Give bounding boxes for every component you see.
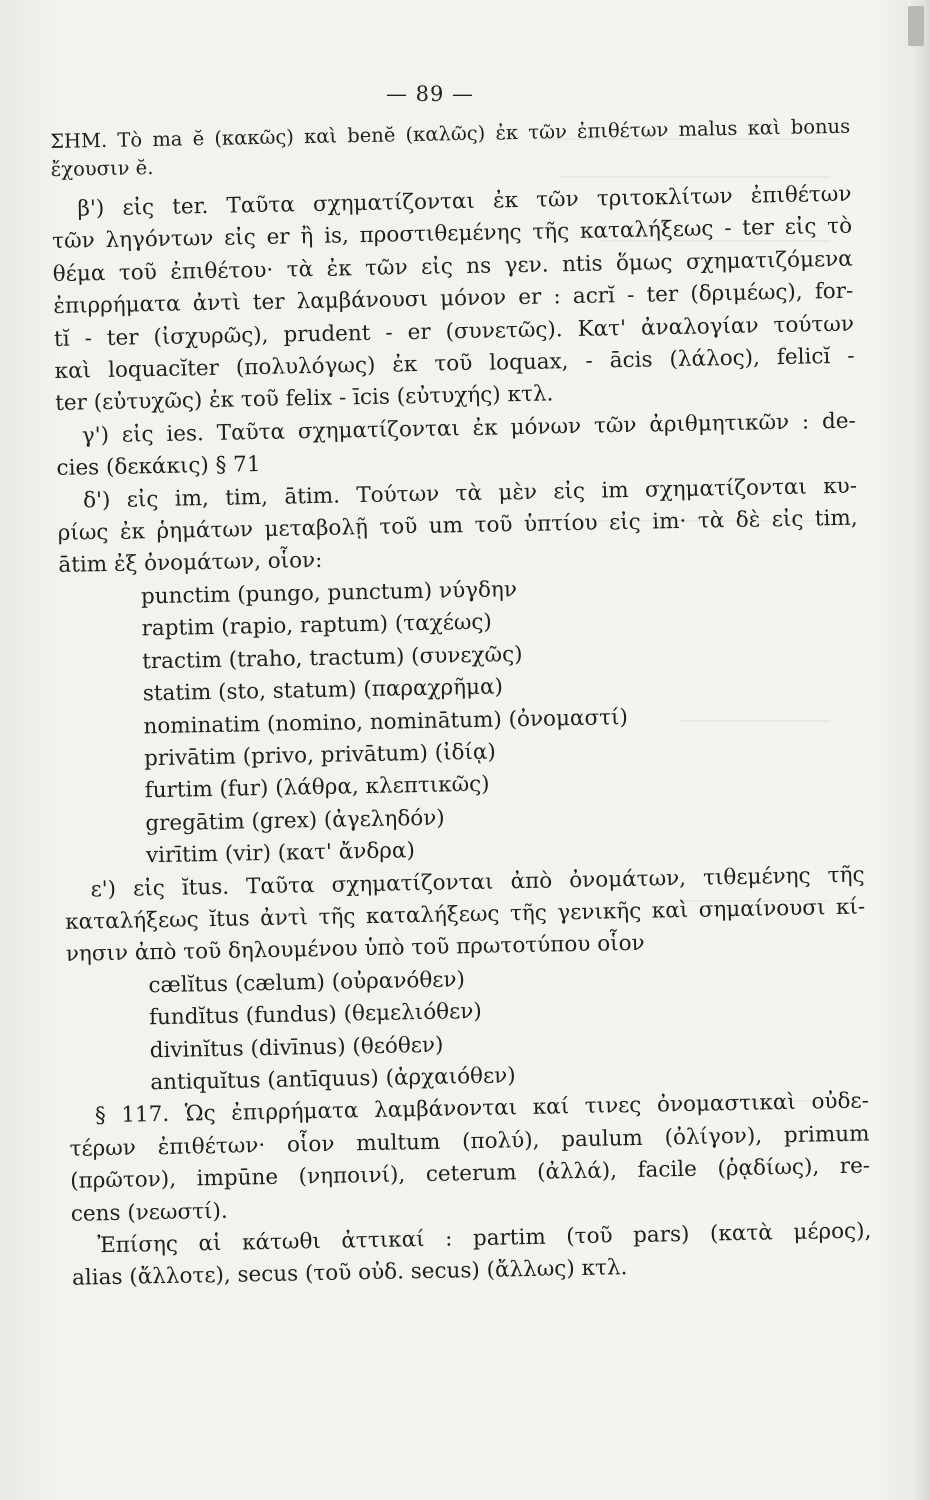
section-beta [51, 179, 855, 421]
text-line: δ') εἰς im, tim, ātim. Τούτων τὰ μὲν εἰς im σχηματίζονται κυ- [82, 473, 858, 514]
example-item: virītim (vir) (κατ' ἄνδρα) [145, 838, 416, 869]
text-line: tĭ - ter (ἰσχυρῶς), prudent - er (συνετῶς). Κατ' ἀναλογίαν τούτων [53, 311, 855, 352]
text-line: θέμα τοῦ ἐπιθέτου· τὰ ἐκ τῶν εἰς ns γεν. ntis ὅμως σχηματιζόμενα [52, 246, 853, 287]
example-item: statim (sto, statum) (παραχρῆμα) [142, 674, 504, 707]
note-line-2: ἔχουσιν ĕ. [50, 156, 154, 181]
example-item: privātim (privo, privātum) (ἰδίᾳ) [143, 739, 497, 772]
text-line: ātim ἐξ ὀνομάτων, οἷον: [58, 548, 323, 579]
section-epsilon [64, 859, 868, 1101]
footnote-block [50, 113, 851, 184]
example-item: raptim (rapio, raptum) (ταχέως) [141, 609, 493, 642]
text-line: (πρῶτον), impūne (νηποινί), ceterum (ἀλλά), facile (ῥᾳδίως), re- [69, 1153, 871, 1194]
example-item: tractim (traho, tractum) (συνεχῶς) [142, 641, 523, 675]
page-number: — 89 — [385, 82, 475, 106]
text-line: § 117. Ὡς ἐπιρρήματα λαμβάνονται καί τινες ὀνομαστικαὶ οὐδε- [94, 1088, 870, 1129]
example-list-itus [66, 956, 868, 1101]
example-list-im [59, 567, 864, 874]
section-delta [57, 470, 864, 874]
text-line: καταλήξεως ĭtus ἀντὶ τῆς καταλήξεως τῆς γενικῆς καὶ σημαίνουσι κί- [65, 894, 866, 935]
example-item: cælĭtus (cælum) (οὐρανόθεν) [148, 966, 466, 999]
text-line: cies (δεκάκις) § 71 [56, 452, 261, 482]
page-body [50, 113, 872, 1296]
text-line: Ἐπίσης αἱ κάτωθι ἀττικαί : partim (τοῦ pars) (κατὰ μέρος), [97, 1218, 872, 1259]
note-line-1: ΣΗΜ. Τὸ ma ĕ (κακῶς) καὶ benĕ (καλῶς) ἐκ τῶν ἐπιθέτων malus καὶ bonus [50, 114, 851, 153]
text-line: τῶν ληγόντων εἰς er ἢ is, προστιθεμένης τῆς καταλήξεως - ter εἰς τὸ [51, 214, 853, 255]
example-item: nominatim (nomino, nominātum) (ὀνομαστί) [143, 704, 629, 739]
binding-mark [908, 6, 924, 46]
example-item: punctim (pungo, punctum) νύγδην [140, 576, 518, 610]
example-item: furtim (fur) (λάθρα, κλεπτικῶς) [144, 771, 490, 804]
example-item: antiquĭtus (antīquus) (ἀρχαιόθεν) [150, 1063, 516, 1096]
text-line: ter (εὐτυχῶς) ἐκ τοῦ felix - īcis (εὐτυχής) κτλ. [55, 381, 554, 417]
text-line: ἐπιρρήματα ἀντὶ ter λαμβάνουσι μόνον er : acrĭ - ter (δριμέως), for- [53, 278, 854, 320]
text-line: ρίως ἐκ ῥημάτων μεταβολῇ τοῦ um τοῦ ὑπτίου εἰς im· τὰ δὲ εἰς tim, [57, 505, 858, 546]
example-item: gregātim (grex) (ἀγεληδόν) [145, 805, 445, 837]
example-item: fundĭtus (fundus) (θεμελιόθεν) [148, 999, 482, 1031]
text-line: νησιν ἀπὸ τοῦ δηλουμένου ὑπὸ τοῦ πρωτοτύπου οἷον [65, 931, 645, 968]
section-117 [69, 1086, 873, 1296]
example-item: divinĭtus (divīnus) (θεόθεν) [149, 1032, 444, 1063]
text-line: καὶ loquacĭter (πολυλόγως) ἐκ τοῦ loquax, - ācis (λάλος), felicĭ - [54, 343, 855, 384]
text-line: τέρων ἐπιθέτων· οἷον multum (πολύ), paulum (ὀλίγον), primum [69, 1121, 870, 1162]
text-line: alias (ἄλλοτε), secus (τοῦ οὐδ. secus) (ἄλλως) κτλ. [71, 1255, 628, 1292]
text-line: cens (νεωστί). [70, 1198, 228, 1227]
text-line: ε') εἰς ĭtus. Ταῦτα σχηματίζονται ἀπὸ ὀνομάτων, τιθεμένης τῆς [90, 862, 865, 902]
text-line: γ') εἰς ies. Ταῦτα σχηματίζονται ἐκ μόνων τῶν ἀριθμητικῶν : de- [81, 408, 857, 449]
text-line: β') εἰς ter. Ταῦτα σχηματίζονται ἐκ τῶν τριτοκλίτων ἐπιθέτων [77, 181, 852, 222]
page-spine-edge [908, 0, 930, 1500]
